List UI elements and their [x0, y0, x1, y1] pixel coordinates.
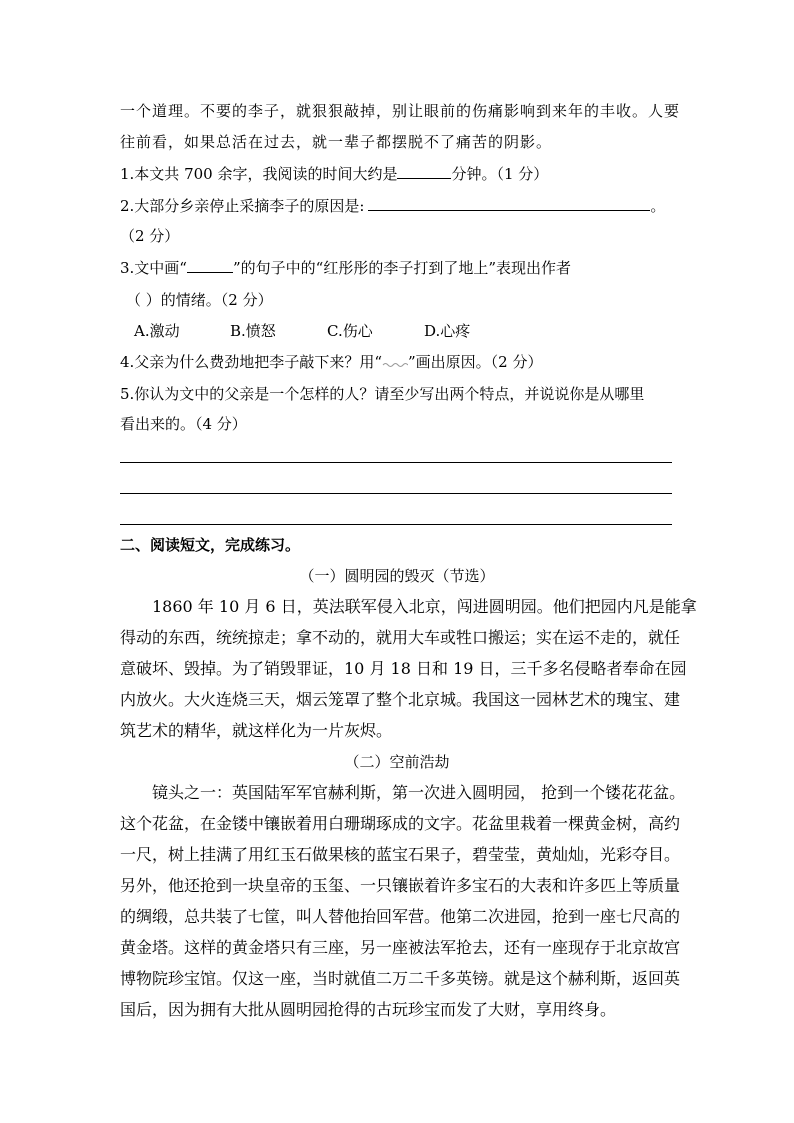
wavy-underline-icon — [382, 353, 408, 367]
q3-option-c[interactable]: C.伤心 — [327, 322, 373, 340]
part-2-line-5: 的绸缎，总共装了七筐，叫人替他抬回军营。他第二次进园，抢到一座七尺高的 — [120, 907, 681, 926]
q3-option-d[interactable]: D.心疼 — [424, 322, 471, 340]
passage-continuation-line-1: 一个道理。不要的李子，就狠狠敲掉，别让眼前的伤痛影响到来年的丰收。人要 — [120, 102, 681, 120]
question-5-cont: 看出来的。（4 分） — [120, 415, 247, 433]
part-1-line-5: 筑艺术的精华，就这样化为一片灰烬。 — [120, 721, 393, 740]
part-2-line-1: 镜头之一：英国陆军军官赫利斯，第一次进入圆明园， 抢到一个镂花花盆。 — [152, 783, 686, 802]
part-2-line-7: 博物院珍宝馆。仅这一座，当时就值二万二千多英镑。就是这个赫利斯，返回英 — [120, 969, 681, 988]
q1-answer-blank[interactable] — [397, 164, 451, 179]
part-2-title: （二）空前浩劫 — [344, 753, 450, 771]
question-1: 1.本文共 700 余字，我阅读的时间大约是 分钟。（1 分） — [120, 165, 549, 183]
part-2-line-8: 国后，因为拥有大批从圆明园抢得的古玩珍宝而发了大财，享用终身。 — [120, 1000, 617, 1019]
part-2-line-3: 一尺，树上挂满了用红玉石做果核的蓝宝石果子，碧莹莹，黄灿灿，光彩夺目。 — [120, 845, 681, 864]
question-2-score: （2 分） — [120, 227, 180, 245]
q3-underline-sample — [187, 258, 233, 273]
part-1-title: （一）圆明园的毁灭（节选） — [299, 567, 495, 585]
part-1-line-1: 1860 年 10 月 6 日，英法联军侵入北京，闯进圆明园。他们把园内凡是能拿 — [152, 597, 697, 616]
answer-line-1[interactable] — [120, 462, 672, 463]
part-1-line-4: 内放火。大火连烧三天，烟云笼罩了整个北京城。我国这一园林艺术的瑰宝、建 — [120, 690, 681, 709]
part-2-line-2: 这个花盆，在金镂中镶嵌着用白珊瑚琢成的文字。花盆里栽着一棵黄金树，高约 — [120, 814, 681, 833]
question-5: 5.你认为文中的父亲是一个怎样的人？请至少写出两个特点，并说说你是从哪里 — [120, 385, 645, 403]
q2-answer-blank[interactable] — [368, 196, 650, 211]
part-1-line-3: 意破坏、毁掉。为了销毁罪证，10 月 18 日和 19 日，三千多名侵略者奉命在园 — [120, 659, 687, 678]
answer-line-2[interactable] — [120, 493, 672, 494]
answer-line-3[interactable] — [120, 524, 672, 525]
section-2-heading: 二、阅读短文，完成练习。 — [120, 536, 301, 554]
question-3: 3.文中画“ ”的句子中的“红彤彤的李子打到了地上”表现出作者 — [120, 259, 571, 277]
passage-continuation-line-2: 往前看，如果总活在过去，就一辈子都摆脱不了痛苦的阴影。 — [120, 133, 553, 151]
q3-option-a[interactable]: A.激动 — [134, 322, 180, 340]
part-2-line-4: 另外，他还抢到一块皇帝的玉玺、一只镶嵌着许多宝石的大表和许多匹上等质量 — [120, 876, 681, 895]
question-2: 2.大部分乡亲停止采摘李子的原因是: 。 — [120, 197, 666, 215]
question-3-choice-line: （ ）的情绪。（2 分） — [126, 291, 273, 309]
question-4: 4.父亲为什么费劲地把李子敲下来？用“ ”画出原因。（2 分） — [120, 353, 543, 371]
part-2-line-6: 黄金塔。这样的黄金塔只有三座，另一座被法军抢去，还有一座现存于北京故宫 — [120, 938, 681, 957]
q3-option-b[interactable]: B.愤怒 — [230, 322, 276, 340]
part-1-line-2: 得动的东西，统统掠走；拿不动的，就用大车或牲口搬运；实在运不走的，就任 — [120, 628, 681, 647]
